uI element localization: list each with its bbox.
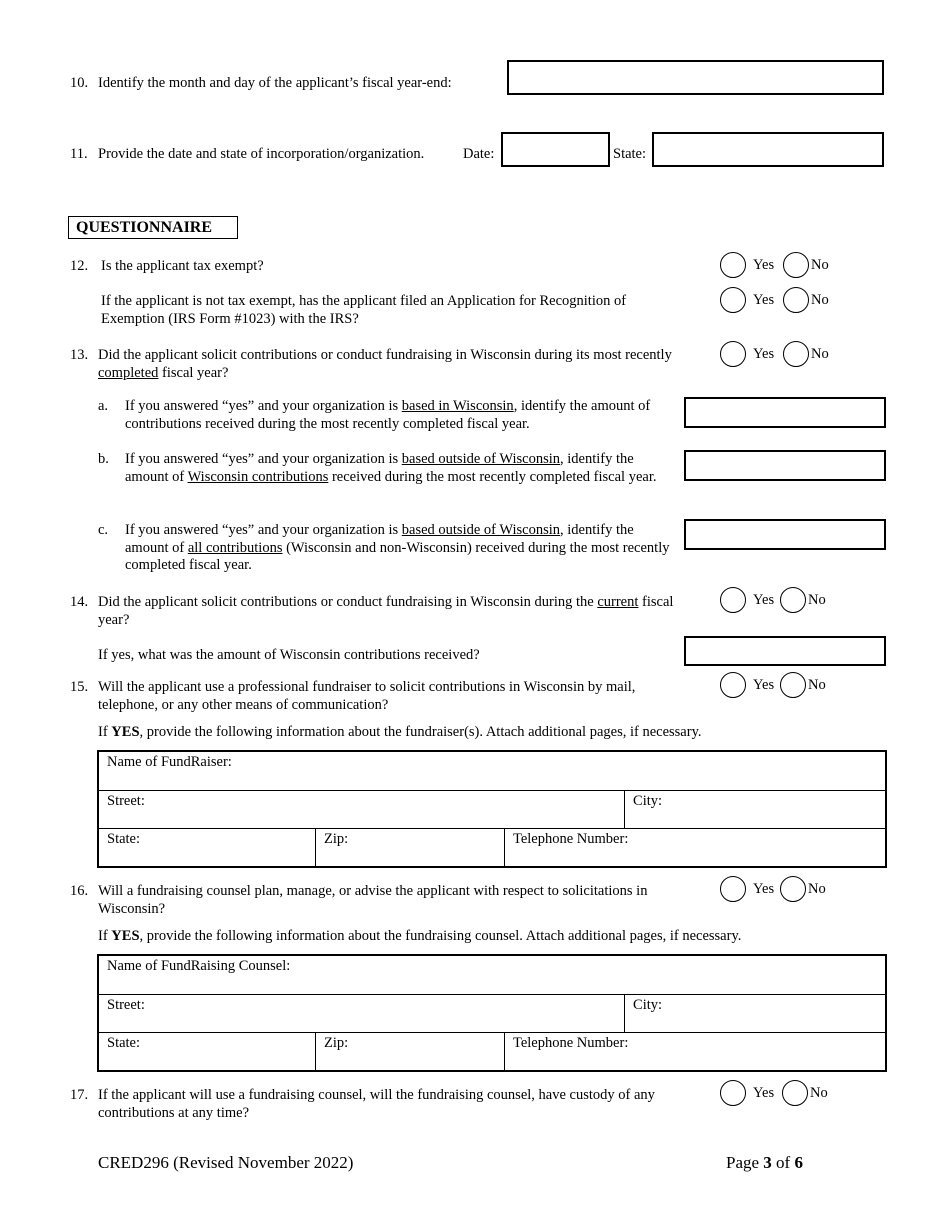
q12-yes-no (720, 252, 840, 280)
q13-yes-label: Yes (753, 346, 775, 362)
q12-no-label: No (811, 257, 829, 273)
q16-if-yes-text: If YES, provide the following information about the fundraising counsel. Attach additional pages, if necessary. (98, 928, 742, 944)
counsel-zip-cell[interactable] (316, 1033, 505, 1072)
fundraiser-city-cell[interactable] (625, 791, 886, 829)
q12-sub-no-radio[interactable] (783, 287, 809, 313)
q14-sub-text: If yes, what was the amount of Wisconsin contributions received? (98, 647, 480, 663)
fundraiser-state-cell[interactable] (98, 829, 316, 868)
q14-amount-field[interactable] (684, 636, 886, 666)
q14-no-label: No (808, 592, 826, 608)
q13-no-label: No (811, 346, 829, 362)
q12-yes-label: Yes (753, 257, 775, 273)
q14-text: Did the applicant solicit contributions or conduct fundraising in Wisconsin during the current fiscal year? (98, 594, 674, 628)
q15-yes-label: Yes (753, 677, 775, 693)
fundraiser-state-label: State: (107, 831, 141, 847)
q12-text: Is the applicant tax exempt? (101, 258, 264, 274)
q13a-letter: a. (98, 398, 109, 414)
counsel-city-label: City: (633, 997, 663, 1013)
q15-no-label: No (808, 677, 826, 693)
counsel-state-cell[interactable] (98, 1033, 316, 1072)
q13c-letter: c. (98, 522, 109, 538)
fundraiser-phone-cell[interactable] (505, 829, 887, 868)
q12-sub-text: If the applicant is not tax exempt, has the applicant filed an Application for Recognition of Exemption (IRS Form #1023) with the IRS? (101, 293, 627, 327)
incorporation-date-field[interactable] (501, 132, 610, 167)
q14-yes-no (720, 587, 840, 615)
q15-yes-no (720, 672, 840, 700)
q15-text: Will the applicant use a professional fundraiser to solicit contributions in Wisconsin by mail, telephone, or any other means of communication? (98, 679, 636, 713)
q13-yes-no (720, 341, 840, 369)
counsel-state-label: State: (107, 1035, 141, 1051)
q11-number: 11. (70, 146, 88, 162)
q16-text: Will a fundraising counsel plan, manage, or advise the applicant with respect to solicitations in Wisconsin? (98, 883, 648, 917)
fundraiser-zip-label: Zip: (324, 831, 349, 847)
q13b-letter: b. (98, 451, 109, 467)
q13-no-radio[interactable] (783, 341, 809, 367)
page-indicator: Page 3 of 6 (726, 1153, 803, 1172)
q17-yes-label: Yes (753, 1085, 775, 1101)
q17-no-radio[interactable] (782, 1080, 808, 1106)
q12-sub-no-label: No (811, 292, 829, 308)
fundraiser-street-cell[interactable] (98, 791, 625, 829)
q14-yes-radio[interactable] (720, 587, 746, 613)
q14-no-radio[interactable] (780, 587, 806, 613)
q16-yes-radio[interactable] (720, 876, 746, 902)
q15-if-yes-text: If YES, provide the following information about the fundraiser(s). Attach additional pages, if necessary. (98, 724, 702, 740)
q13c-text: If you answered “yes” and your organization is based outside of Wisconsin, identify the amount of all contributions (Wisconsin and non-Wisconsin) received during the most recently completed fiscal year. (125, 522, 670, 573)
q15-yes-radio[interactable] (720, 672, 746, 698)
counsel-name-cell[interactable] (98, 955, 886, 995)
q14-yes-label: Yes (753, 592, 775, 608)
counsel-phone-cell[interactable] (505, 1033, 887, 1072)
q12-number: 12. (70, 258, 89, 274)
incorporation-state-field[interactable] (652, 132, 884, 167)
q17-no-label: No (810, 1085, 828, 1101)
q17-yes-no (720, 1080, 840, 1108)
fundraiser-name-cell[interactable] (98, 751, 886, 791)
section-title: QUESTIONNAIRE (68, 216, 238, 239)
q10-text: Identify the month and day of the applicant’s fiscal year-end: (98, 75, 452, 91)
fundraiser-city-label: City: (633, 793, 663, 809)
q13-text: Did the applicant solicit contributions or conduct fundraising in Wisconsin during its most recently completed fiscal year? (98, 347, 672, 381)
q12-yes-radio[interactable] (720, 252, 746, 278)
q13-number: 13. (70, 347, 89, 363)
fundraiser-street-label: Street: (107, 793, 145, 809)
fundraiser-zip-cell[interactable] (316, 829, 505, 868)
fiscal-year-end-field[interactable] (507, 60, 884, 95)
counsel-name-label: Name of FundRaising Counsel: (107, 958, 291, 974)
fundraiser-phone-label: Telephone Number: (513, 831, 629, 847)
q13a-text: If you answered “yes” and your organization is based in Wisconsin, identify the amount of contributions received during the most recently completed fiscal year. (125, 398, 651, 432)
fundraiser-table (97, 750, 887, 868)
counsel-street-cell[interactable] (98, 995, 625, 1033)
q12-sub-yes-no (720, 287, 840, 315)
q16-number: 16. (70, 883, 89, 899)
q17-text: If the applicant will use a fundraising counsel, will the fundraising counsel, have custody of any contributions at any time? (98, 1087, 655, 1121)
q12-sub-yes-label: Yes (753, 292, 775, 308)
date-label: Date: (463, 146, 495, 162)
q17-number: 17. (70, 1087, 89, 1103)
q13b-text: If you answered “yes” and your organization is based outside of Wisconsin, identify the amount of Wisconsin contributions received during the most recently completed fiscal year. (125, 451, 657, 485)
q16-no-label: No (808, 881, 826, 897)
q13c-amount-field[interactable] (684, 519, 886, 550)
q10-number: 10. (70, 75, 89, 91)
q16-no-radio[interactable] (780, 876, 806, 902)
q16-yes-no (720, 876, 840, 904)
counsel-table (97, 954, 887, 1072)
fundraiser-name-label: Name of FundRaiser: (107, 754, 232, 770)
q11-text: Provide the date and state of incorporation/organization. (98, 146, 425, 162)
counsel-zip-label: Zip: (324, 1035, 349, 1051)
q17-yes-radio[interactable] (720, 1080, 746, 1106)
counsel-phone-label: Telephone Number: (513, 1035, 629, 1051)
q15-no-radio[interactable] (780, 672, 806, 698)
q16-yes-label: Yes (753, 881, 775, 897)
state-label: State: (613, 146, 647, 162)
q12-no-radio[interactable] (783, 252, 809, 278)
q12-sub-yes-radio[interactable] (720, 287, 746, 313)
q15-number: 15. (70, 679, 89, 695)
form-id: CRED296 (Revised November 2022) (98, 1153, 354, 1172)
q13-yes-radio[interactable] (720, 341, 746, 367)
q14-number: 14. (70, 594, 89, 610)
q13a-amount-field[interactable] (684, 397, 886, 428)
q13b-amount-field[interactable] (684, 450, 886, 481)
counsel-street-label: Street: (107, 997, 145, 1013)
counsel-city-cell[interactable] (625, 995, 886, 1033)
